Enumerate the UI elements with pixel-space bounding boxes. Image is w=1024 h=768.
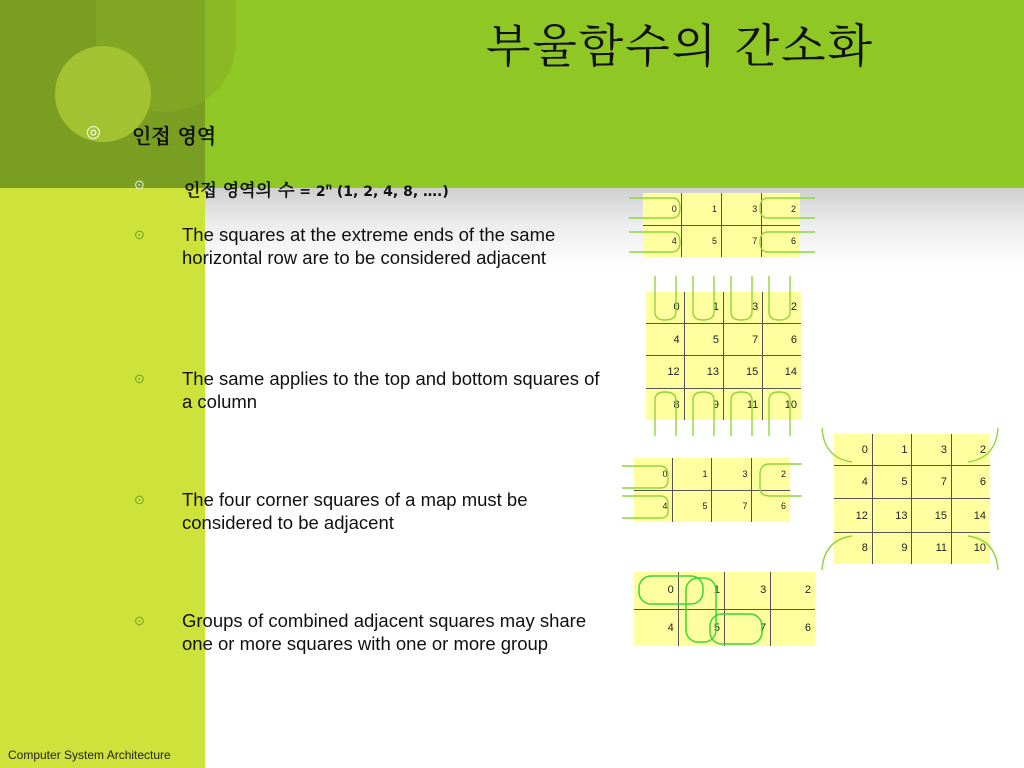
- kmap-cell: 4: [646, 323, 684, 356]
- region-count-label: 인접 영역의 수: [184, 181, 295, 201]
- kmap-cell: 2: [763, 292, 801, 323]
- kmap-cell: 8: [861, 542, 868, 555]
- kmap-cell: 6: [752, 490, 790, 522]
- kmap-cell: 11: [912, 532, 952, 564]
- corner-loop-left-top: [622, 466, 668, 488]
- kmap-cell: 1: [684, 292, 723, 323]
- kmap-cell: 0: [634, 572, 678, 609]
- kmap-cell: 14: [952, 499, 990, 532]
- kmap-cell: 7: [712, 490, 752, 522]
- kmap-cell: 8: [673, 398, 680, 411]
- loop-col2-top: [731, 276, 752, 320]
- loop-col0-top: [655, 276, 676, 320]
- sub-bullet-marker-icon: ⊙: [134, 371, 145, 386]
- corner-arc-top-right: [968, 428, 998, 462]
- kmap-cell: 1: [872, 434, 912, 466]
- formula: = 2: [294, 184, 326, 200]
- corner-loop-right: [760, 464, 802, 496]
- kmap-cell: 6: [762, 225, 800, 257]
- corner-loop-left-bottom: [622, 496, 668, 518]
- kmap-cell: 1: [672, 458, 712, 490]
- kmap-cell: 3: [712, 458, 752, 490]
- kmap-cell: 7: [723, 323, 762, 356]
- loop-col3-top: [769, 276, 790, 320]
- kmap-cell: 7: [721, 225, 761, 257]
- kmap-cell: 7: [912, 466, 952, 499]
- group-pair-1-5: [686, 578, 716, 642]
- kmap-cell: 4: [671, 236, 677, 247]
- kmap-cell: 14: [763, 356, 801, 389]
- sub-bullet-marker-icon: ⊙: [134, 613, 145, 628]
- kmap-cell: 15: [912, 499, 952, 532]
- kmap-cell: 5: [872, 466, 912, 499]
- corner-arc-bottom-left: [822, 536, 852, 570]
- kmap-cell: 4: [834, 466, 872, 499]
- kmap-cell: 11: [723, 389, 762, 420]
- kmap-cell: 6: [952, 466, 990, 499]
- loop-right-top: [760, 198, 815, 218]
- loop-right-bottom: [760, 232, 815, 252]
- kmap-cell: 3: [912, 434, 952, 466]
- formula-sequence: (1, 2, 4, 8, ….): [332, 184, 449, 200]
- kmap-cell: 12: [834, 499, 872, 532]
- kmap-cell: 0: [646, 292, 684, 323]
- loop-col1-top: [693, 276, 714, 320]
- loop-col0-bottom: [655, 392, 676, 436]
- kmap-cell: 6: [771, 609, 815, 646]
- rule-text: The same applies to the top and bottom squares of a column: [182, 368, 600, 412]
- kmap-cell: 10: [763, 389, 801, 420]
- kmap-cell: 5: [681, 225, 721, 257]
- corner-arc-bottom-right: [968, 536, 998, 570]
- kmap-cell: 10: [952, 532, 990, 564]
- slide-title: 부울함수의 간소화: [485, 19, 875, 73]
- footer-course-name: Computer System Architecture: [8, 748, 171, 762]
- formula-exponent: n: [325, 182, 333, 193]
- bullet-text: 인접 영역: [132, 124, 217, 148]
- kmap-cell: 3: [723, 292, 762, 323]
- kmap-cell: 4: [667, 621, 674, 634]
- kmap-cell: 0: [634, 458, 672, 490]
- kmap-cell: 9: [684, 389, 723, 420]
- kmap-cell: 3: [721, 193, 761, 225]
- loop-left-top: [629, 198, 680, 218]
- kmap-cell: 5: [672, 490, 712, 522]
- kmap-cell: 1: [678, 572, 724, 609]
- sub-bullet-marker-icon: ⊙: [134, 492, 145, 507]
- kmap-cell: 15: [723, 356, 762, 389]
- group-pair-0-1: [639, 576, 703, 604]
- kmap-cell: 4: [662, 501, 668, 512]
- rule-text: The four corner squares of a map must be considered to be adjacent: [182, 489, 528, 533]
- kmap-cell: 1: [681, 193, 721, 225]
- kmap-cell: 0: [834, 434, 872, 466]
- kmap-cell: 2: [771, 572, 815, 609]
- kmap-cell: 9: [872, 532, 912, 564]
- loop-col2-bottom: [731, 392, 752, 436]
- rule-text: Groups of combined adjacent squares may share one or more squares with one or more group: [182, 610, 587, 654]
- kmap-cell: 2: [762, 193, 800, 225]
- loop-left-bottom: [629, 232, 680, 252]
- kmap-cell: 5: [684, 323, 723, 356]
- bullet-marker-icon: ◎: [86, 122, 101, 142]
- kmap-cell: 5: [678, 609, 724, 646]
- sub-bullet-marker-icon: ⊙: [134, 227, 145, 242]
- group-pair-5-7: [710, 614, 762, 644]
- kmap-cell: 2: [952, 434, 990, 466]
- rule-text: The squares at the extreme ends of the same horizontal row are to be considered adjacent: [182, 224, 556, 268]
- kmap-cell: 13: [684, 356, 723, 389]
- kmap-cell: 3: [724, 572, 770, 609]
- kmap-cell: 12: [646, 356, 684, 389]
- corner-arc-top-left: [822, 428, 852, 462]
- kmap-cell: 0: [643, 193, 681, 225]
- sub-bullet-marker-icon: ⊙: [134, 178, 145, 193]
- kmap-cell: 7: [724, 609, 770, 646]
- loop-col3-bottom: [769, 392, 790, 436]
- kmap-cell: 6: [763, 323, 801, 356]
- loop-col1-bottom: [693, 392, 714, 436]
- kmap-cell: 13: [872, 499, 912, 532]
- kmap-cell: 2: [752, 458, 790, 490]
